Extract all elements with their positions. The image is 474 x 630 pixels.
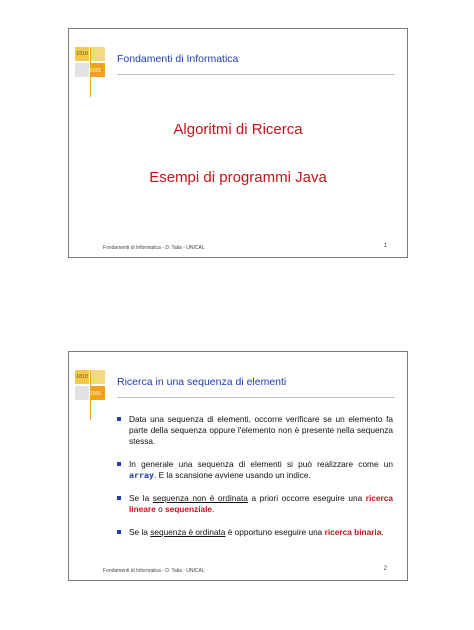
bullet-item: In generale una sequenza di elementi si può realizzare come un array. E la scansione avviene usando un indice. bbox=[117, 459, 393, 481]
slide-1 bbox=[68, 28, 408, 258]
header-divider bbox=[117, 74, 395, 75]
bullet-square-icon bbox=[117, 530, 121, 534]
bullet-square-icon bbox=[117, 496, 121, 500]
slide-subtitle: Esempi di programmi Java bbox=[149, 169, 327, 186]
bullet-item: Se la sequenza è ordinata è opportuno eseguire una ricerca binaria. bbox=[117, 527, 393, 538]
course-logo-icon: 1010 0101 bbox=[75, 370, 119, 420]
highlight-term: ricerca lineare bbox=[129, 493, 393, 514]
header-divider bbox=[117, 397, 395, 398]
page-number: 1 bbox=[383, 243, 387, 249]
bullet-list bbox=[117, 414, 393, 550]
slide-header: Fondamenti di Informatica bbox=[117, 53, 239, 65]
slide-footer: Fondamenti di Informatica - D. Talia - UNICAL bbox=[103, 568, 205, 574]
slide-title: Algoritmi di Ricerca bbox=[173, 121, 303, 138]
slide-header: Ricerca in una sequenza di elementi bbox=[117, 376, 287, 388]
bullet-item: Data una sequenza di elementi, occorre verificare se un elemento fa parte della sequenza oppure l'elemento non è presente nella sequenza stessa. bbox=[117, 414, 393, 447]
bullet-square-icon bbox=[117, 417, 121, 421]
highlight-term: sequenziale bbox=[165, 504, 213, 514]
page-number: 2 bbox=[383, 566, 387, 572]
slide-footer: Fondamenti di Informatica - D. Talia - UNICAL bbox=[103, 245, 205, 251]
bullet-square-icon bbox=[117, 462, 121, 466]
course-logo-icon: 1010 0101 bbox=[75, 47, 119, 97]
highlight-term: ricerca binaria bbox=[324, 527, 382, 537]
bullet-item: Se la sequenza non è ordinata a priori occorre eseguire una ricerca lineare o sequenziale. bbox=[117, 493, 393, 515]
code-keyword: array bbox=[129, 470, 154, 480]
slide-2 bbox=[68, 351, 408, 581]
